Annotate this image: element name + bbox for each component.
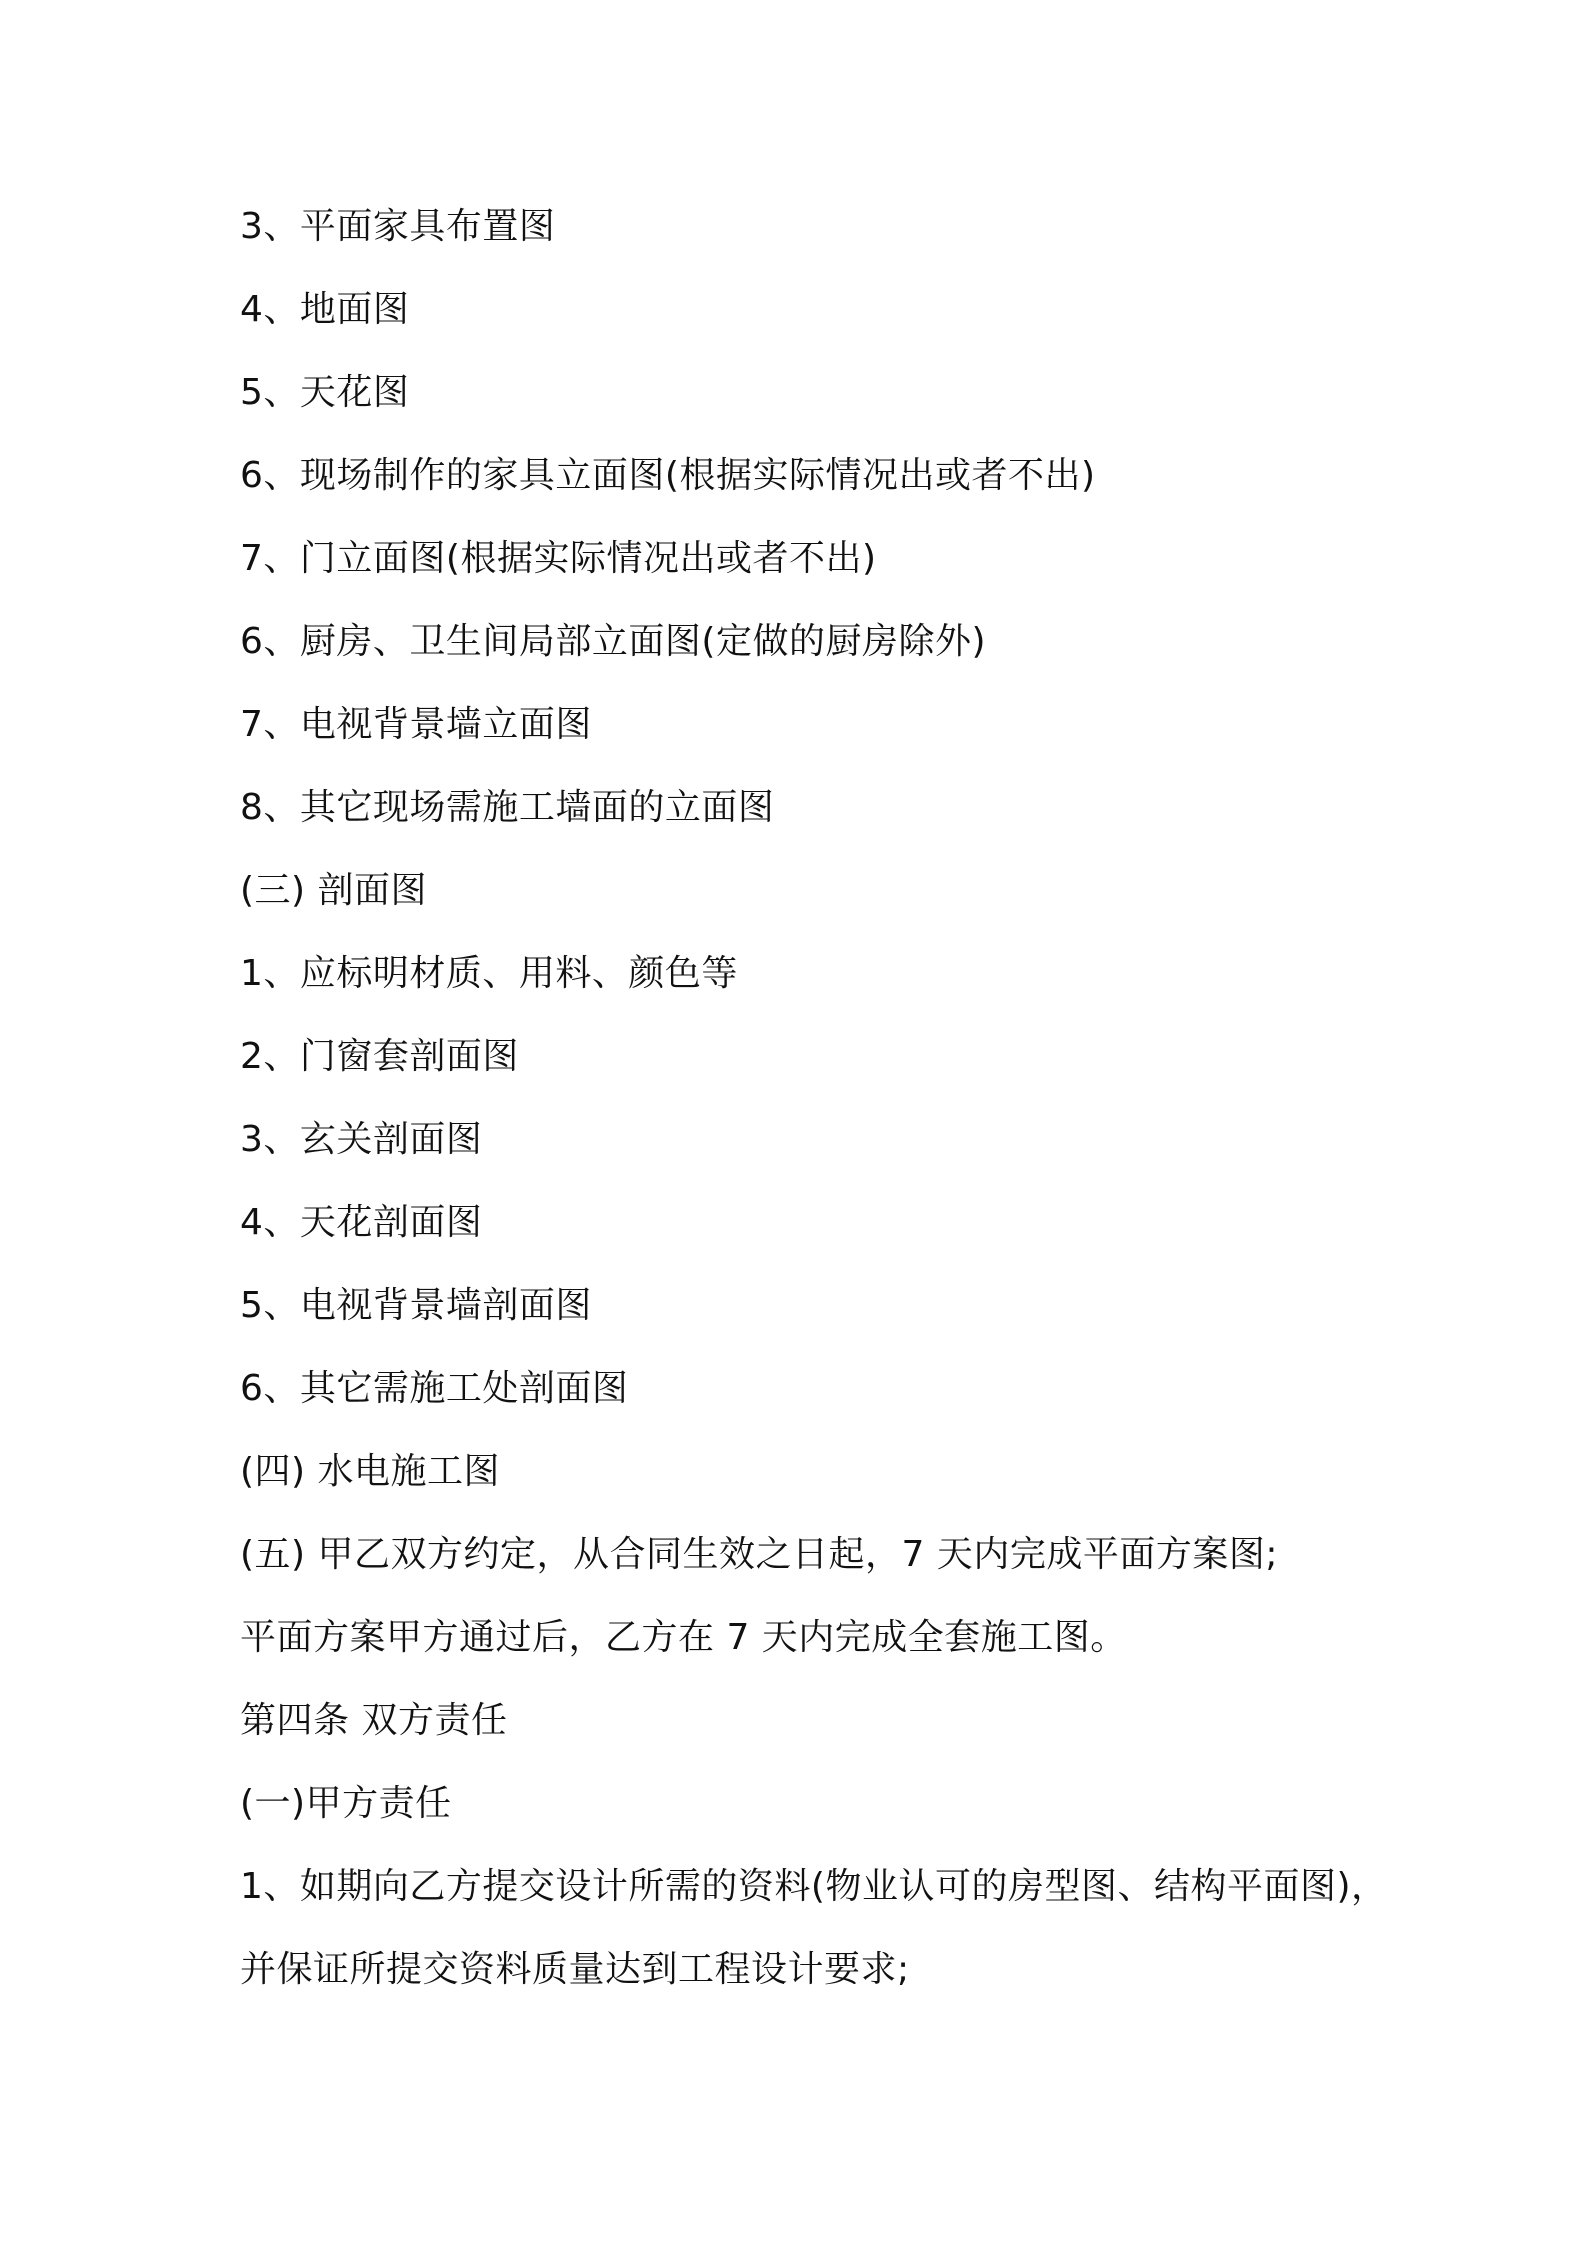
text-line: 2、门窗套剖面图 xyxy=(240,1036,519,1077)
text-line: 6、厨房、卫生间局部立面图(定做的厨房除外) xyxy=(240,621,986,662)
text-line: 3、平面家具布置图 xyxy=(240,206,556,247)
section-heading: (三) 剖面图 xyxy=(240,870,428,911)
text-line: 5、天花图 xyxy=(240,372,410,413)
text-line: 4、天花剖面图 xyxy=(240,1202,483,1243)
text-line: 6、现场制作的家具立面图(根据实际情况出或者不出) xyxy=(240,455,1096,496)
text-line: 7、电视背景墙立面图 xyxy=(240,704,592,745)
text-line: 1、如期向乙方提交设计所需的资料(物业认可的房型图、结构平面图)， xyxy=(240,1866,1388,1907)
section-heading: (四) 水电施工图 xyxy=(240,1451,501,1492)
text-line: 8、其它现场需施工墙面的立面图 xyxy=(240,787,775,828)
text-line: 4、地面图 xyxy=(240,289,410,330)
article-heading: 第四条 双方责任 xyxy=(240,1700,508,1741)
text-line: 1、应标明材质、用料、颜色等 xyxy=(240,953,738,994)
text-line: 3、玄关剖面图 xyxy=(240,1119,483,1160)
text-line: 并保证所提交资料质量达到工程设计要求; xyxy=(240,1949,910,1990)
section-heading: (五) 甲乙双方约定，从合同生效之日起，7 天内完成平面方案图; xyxy=(240,1534,1279,1575)
text-line: 平面方案甲方通过后，乙方在 7 天内完成全套施工图。 xyxy=(240,1617,1127,1658)
text-line: 6、其它需施工处剖面图 xyxy=(240,1368,629,1409)
text-line: 7、门立面图(根据实际情况出或者不出) xyxy=(240,538,877,579)
text-line: 5、电视背景墙剖面图 xyxy=(240,1285,592,1326)
section-heading: (一)甲方责任 xyxy=(240,1783,452,1824)
